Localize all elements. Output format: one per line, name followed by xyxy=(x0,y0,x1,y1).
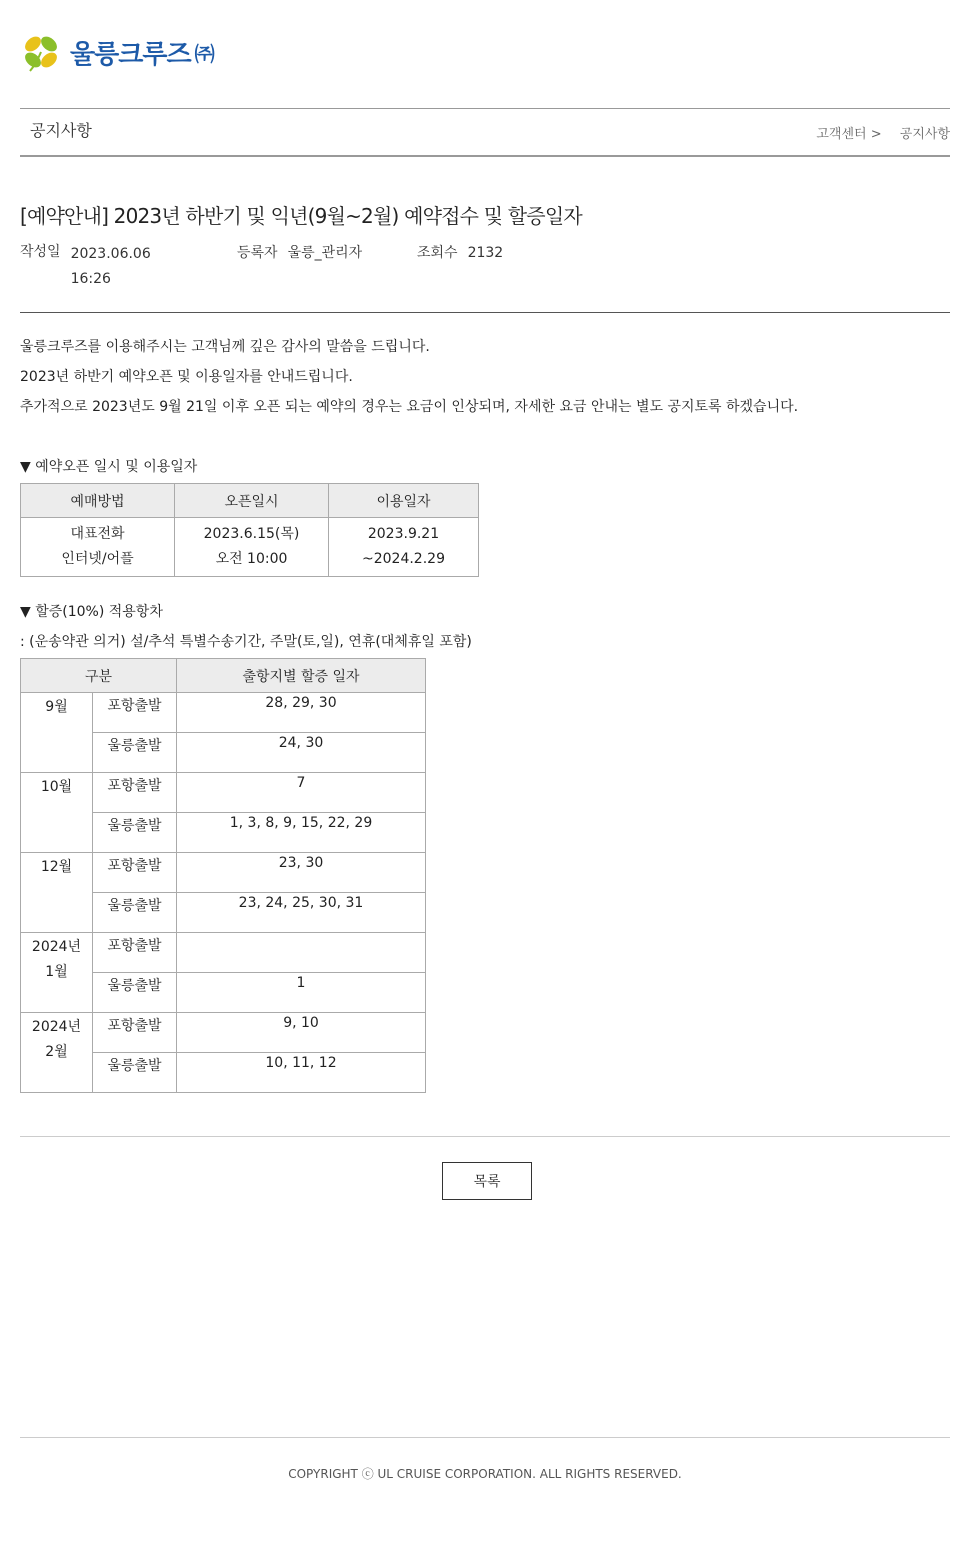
breadcrumb xyxy=(802,123,950,142)
port-cell: 포항출발 xyxy=(93,773,177,813)
sub-navigation xyxy=(20,108,950,157)
dates-cell: 1 xyxy=(177,973,426,1013)
section-heading-open: ▼ 예약오픈 일시 및 이용일자 xyxy=(20,459,198,475)
brand-corp-mark: ㈜ xyxy=(194,41,215,66)
table-header: 오픈일시 xyxy=(175,484,329,518)
port-cell: 울릉출발 xyxy=(93,813,177,853)
body-paragraph: 울릉크루즈를 이용해주시는 고객님께 깊은 감사의 말씀을 드립니다. xyxy=(20,339,430,355)
port-cell: 울릉출발 xyxy=(93,973,177,1013)
list-button[interactable]: 목록 xyxy=(442,1162,532,1200)
views-label: 조회수 xyxy=(417,245,458,261)
port-cell: 울릉출발 xyxy=(93,733,177,773)
surcharge-table xyxy=(20,658,426,1093)
breadcrumb-notice[interactable]: 공지사항 xyxy=(899,127,950,142)
table-row xyxy=(21,853,426,893)
dates-cell: 9, 10 xyxy=(177,1013,426,1053)
post-views xyxy=(417,242,503,262)
month-cell: 10월 xyxy=(21,773,93,853)
table-cell: 2023.9.21 ~2024.2.29 xyxy=(329,518,479,577)
port-cell: 포항출발 xyxy=(93,853,177,893)
breadcrumb-customer-center[interactable]: 고객센터 > xyxy=(816,127,882,142)
brand-logo[interactable] xyxy=(20,30,215,74)
content-divider xyxy=(20,1136,950,1137)
dates-cell: 1, 3, 8, 9, 15, 22, 29 xyxy=(177,813,426,853)
port-cell: 포항출발 xyxy=(93,693,177,733)
body-paragraph: 2023년 하반기 예약오픈 및 이용일자를 안내드립니다. xyxy=(20,369,353,385)
views-value: 2132 xyxy=(467,245,504,261)
body-paragraph: 추가적으로 2023년도 9월 21일 이후 오픈 되는 예약의 경우는 요금이 인상되며, 자세한 요금 안내는 별도 공지토록 하겠습니다. xyxy=(20,399,799,415)
dates-cell: 23, 24, 25, 30, 31 xyxy=(177,893,426,933)
port-cell: 울릉출발 xyxy=(93,1053,177,1093)
table-row xyxy=(21,693,426,733)
month-cell: 12월 xyxy=(21,853,93,933)
port-cell: 울릉출발 xyxy=(93,893,177,933)
dates-cell: 7 xyxy=(177,773,426,813)
port-cell: 포항출발 xyxy=(93,1013,177,1053)
dates-cell: 10, 11, 12 xyxy=(177,1053,426,1093)
surcharge-note: : (운송약관 의거) 설/추석 특별수송기간, 주말(토,일), 연휴(대체휴일 포함) xyxy=(20,634,472,650)
post-date xyxy=(20,242,171,292)
section-title: 공지사항 xyxy=(30,121,92,140)
table-cell: 2023.6.15(목) 오전 10:00 xyxy=(175,518,329,577)
section-heading-surcharge: ▼ 할증(10%) 적용항차 xyxy=(20,604,163,620)
post-writer xyxy=(237,242,362,262)
table-cell: 대표전화 인터넷/어플 xyxy=(21,518,175,577)
port-cell: 포항출발 xyxy=(93,933,177,973)
footer-divider xyxy=(20,1437,950,1438)
header-divider xyxy=(20,312,950,313)
copyright: COPYRIGHT ⓒ UL CRUISE CORPORATION. ALL RIGHTS RESERVED. xyxy=(288,1467,682,1481)
writer-label: 등록자 xyxy=(237,245,278,261)
table-header: 이용일자 xyxy=(329,484,479,518)
dates-cell xyxy=(177,933,426,973)
brand-name: 울릉크루즈 xyxy=(70,39,191,70)
table-header: 예매방법 xyxy=(21,484,175,518)
table-row xyxy=(21,518,479,577)
date-label: 작성일 xyxy=(20,244,61,260)
table-row xyxy=(21,773,426,813)
month-cell: 2024년 1월 xyxy=(21,933,93,1013)
month-cell: 9월 xyxy=(21,693,93,773)
month-cell: 2024년 2월 xyxy=(21,1013,93,1093)
writer-value: 울릉_관리자 xyxy=(287,245,363,261)
post-title: [예약안내] 2023년 하반기 및 익년(9월~2월) 예약접수 및 할증일자 xyxy=(20,204,582,228)
table-row xyxy=(21,933,426,973)
open-schedule-table xyxy=(20,483,479,577)
dates-cell: 23, 30 xyxy=(177,853,426,893)
date-value: 2023.06.06 16:26 xyxy=(70,246,151,287)
table-header: 구분 xyxy=(21,659,177,693)
dates-cell: 28, 29, 30 xyxy=(177,693,426,733)
table-header: 출항지별 할증 일자 xyxy=(177,659,426,693)
table-row xyxy=(21,1013,426,1053)
dates-cell: 24, 30 xyxy=(177,733,426,773)
clover-logo-icon xyxy=(20,31,62,73)
